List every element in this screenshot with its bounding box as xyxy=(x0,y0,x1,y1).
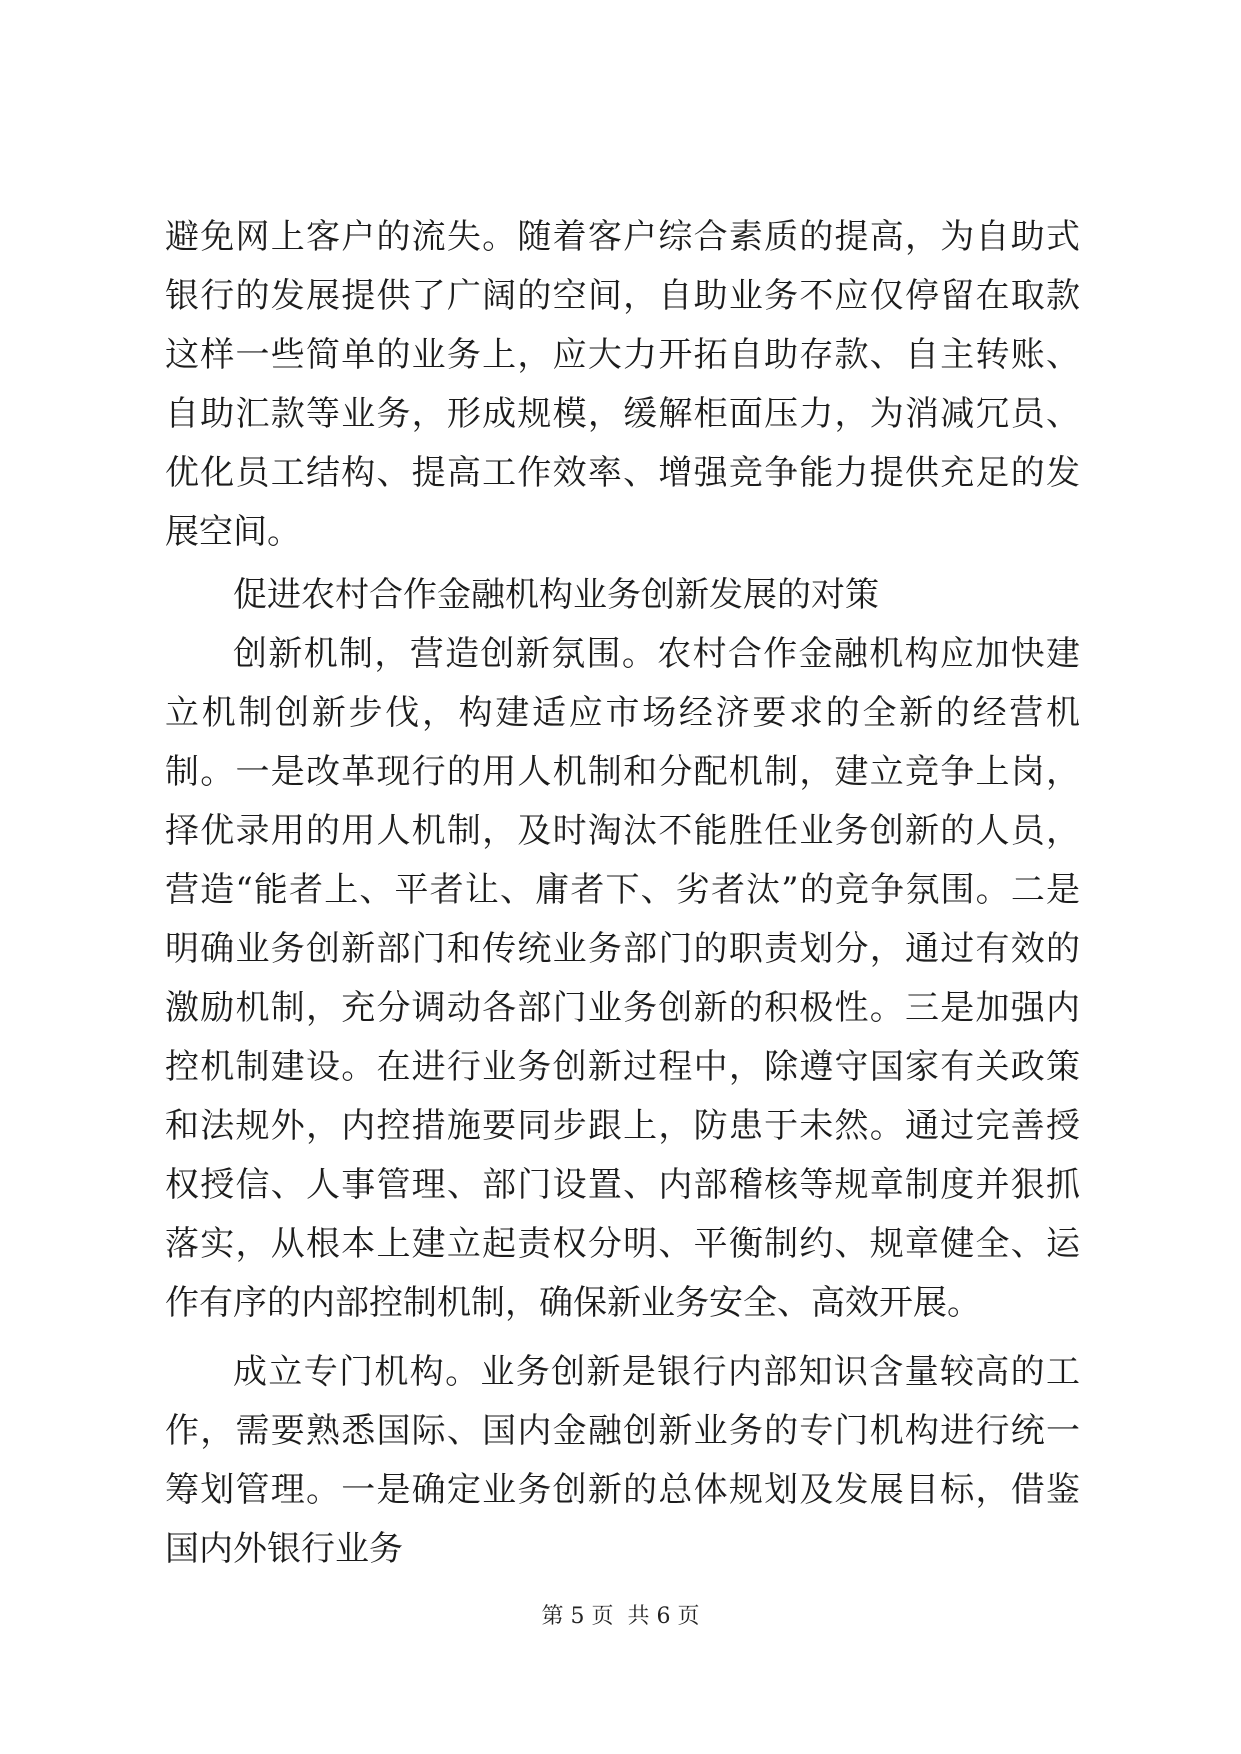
section-heading: 促进农村合作金融机构业务创新发展的对策 xyxy=(233,575,879,615)
page-footer xyxy=(0,1599,1241,1630)
document-body xyxy=(165,208,1080,1579)
paragraph-institution: 成立专门机构。业务创新是银行内部知识含量较高的工作，需要熟悉国际、国内金融创新业务的专门机构进行统一筹划管理。一是确定业务创新的总体规划及发展目标，借鉴国内外银行业务 xyxy=(165,1352,1080,1569)
paragraph-continuation: 避免网上客户的流失。随着客户综合素质的提高，为自助式银行的发展提供了广阔的空间，自助业务不应仅停留在取款这样一些简单的业务上，应大力开拓自助存款、自主转账、自助汇款等业务，形成规模，缓解柜面压力，为消减冗员、优化员工结构、提高工作效率、增强竞争能力提供充足的发展空间。 xyxy=(165,217,1080,552)
page-total: 共 6 页 xyxy=(627,1604,700,1629)
paragraph-mechanism: 创新机制，营造创新氛围。农村合作金融机构应加快建立机制创新步伐，构建适应市场经济要求的全新的经营机制。一是改革现行的用人机制和分配机制，建立竞争上岗，择优录用的用人机制，及时淘汰不能胜任业务创新的人员，营造“能者上、平者让、庸者下、劣者汰”的竞争氛围。二是明确业务创新部门和传统业务部门的职责划分，通过有效的激励机制，充分调动各部门业务创新的积极性。三是加强内控机制建设。在进行业务创新过程中，除遵守国家有关政策和法规外，内控措施要同步跟上，防患于未然。通过完善授权授信、人事管理、部门设置、内部稽核等规章制度并狠抓落实，从根本上建立起责权分明、平衡制约、规章健全、运作有序的内部控制机制，确保新业务安全、高效开展。 xyxy=(165,634,1080,1323)
page-number: 第 5 页 xyxy=(541,1604,614,1629)
